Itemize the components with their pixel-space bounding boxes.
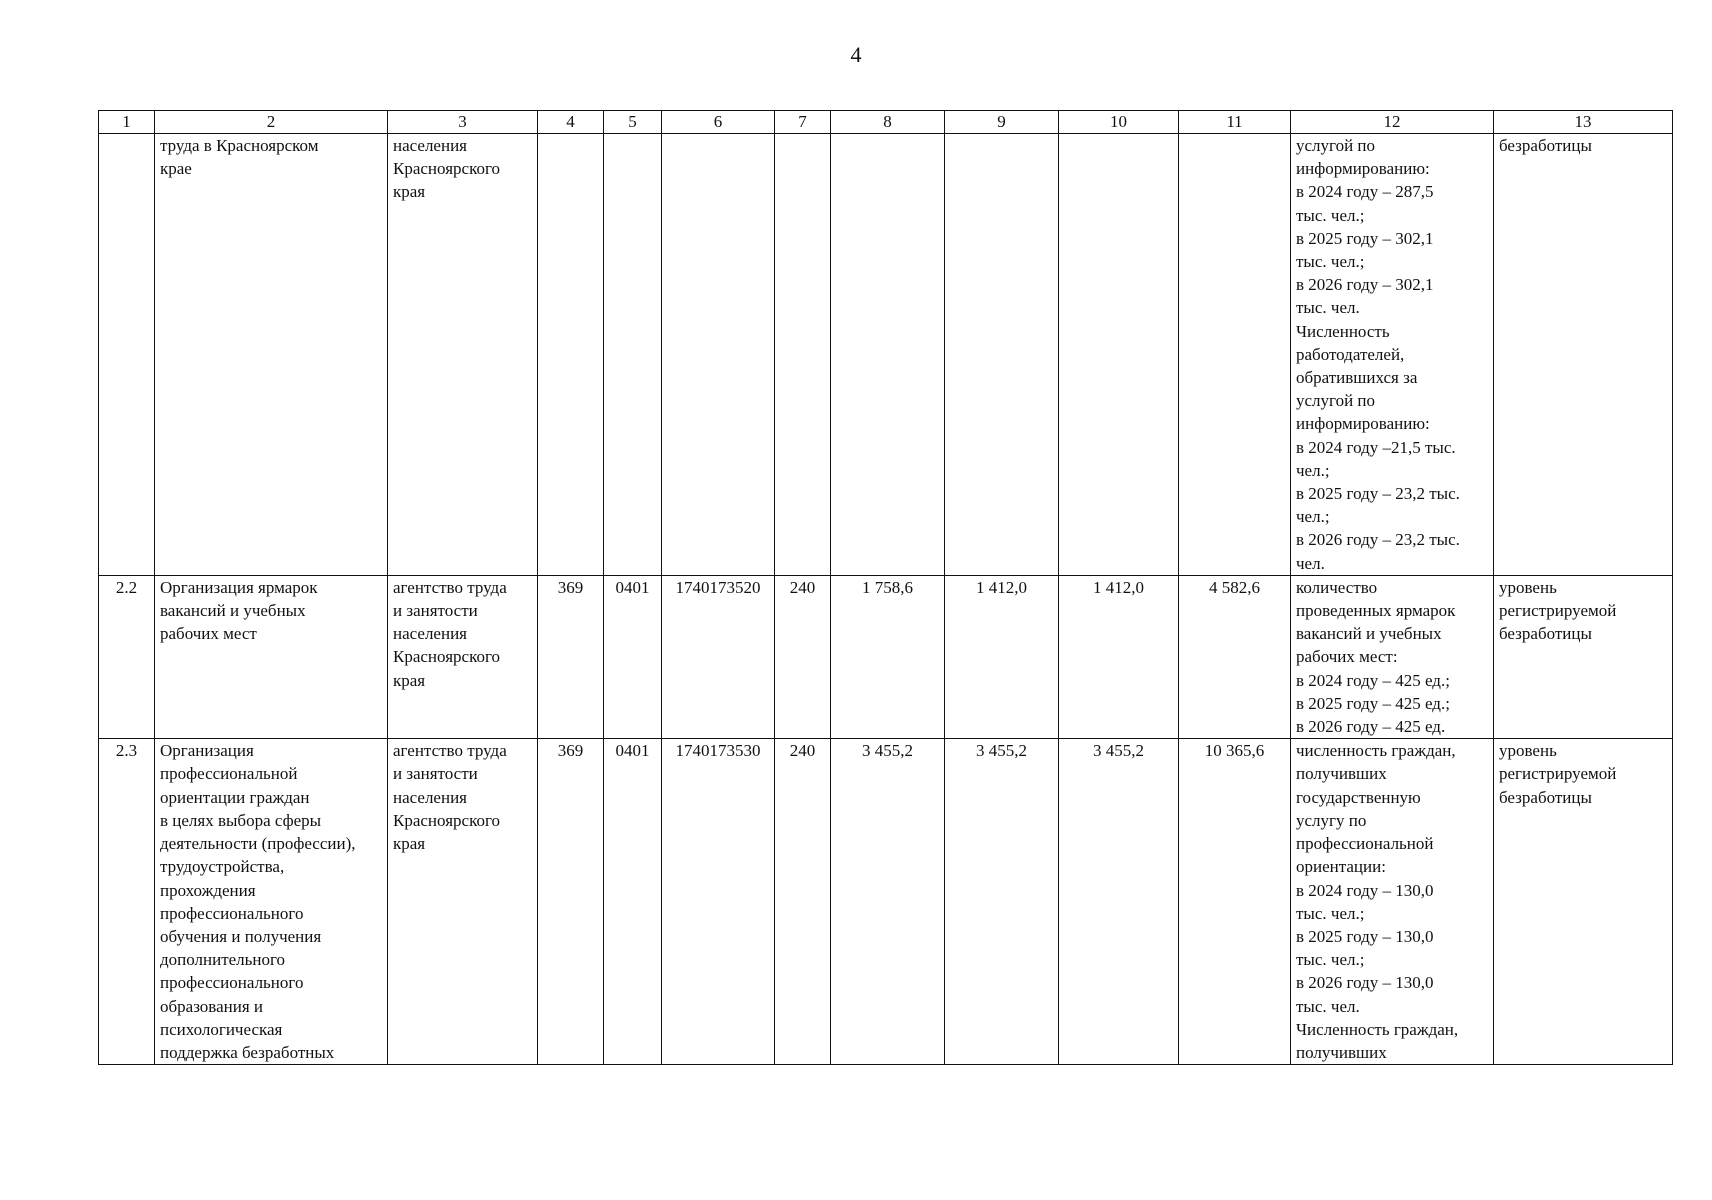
column-number: 13 xyxy=(1494,111,1673,134)
vr-code-cell xyxy=(775,134,831,576)
table-row xyxy=(99,134,1673,576)
expected-result-cell: количество проведенных ярмарок вакансий и учебных рабочих мест: в 2024 году – 425 ед.; в 2025 году – 425 ед.; в 2026 году – 425 ед. xyxy=(1291,575,1494,738)
row-number-cell xyxy=(99,134,155,576)
amount-2025-cell xyxy=(945,134,1059,576)
amount-total-cell xyxy=(1179,134,1291,576)
amount-2026-cell: 1 412,0 xyxy=(1059,575,1179,738)
column-number: 3 xyxy=(388,111,538,134)
column-number: 8 xyxy=(831,111,945,134)
amount-2024-cell: 1 758,6 xyxy=(831,575,945,738)
grbs-code-cell: 369 xyxy=(538,575,604,738)
table-row xyxy=(99,575,1673,738)
vr-code-cell: 240 xyxy=(775,739,831,1065)
indicator-cell: безработицы xyxy=(1494,134,1673,576)
page-number: 4 xyxy=(850,42,862,67)
csr-code-cell: 1740173520 xyxy=(662,575,775,738)
csr-code-cell xyxy=(662,134,775,576)
amount-2024-cell: 3 455,2 xyxy=(831,739,945,1065)
table-row xyxy=(99,739,1673,1065)
expected-result-cell: численность граждан, получивших государственную услугу по профессиональной ориентации: в 2024 году – 130,0 тыс. чел.; в 2025 году – 130,0 тыс. чел.; в 2026 году – 130,0 тыс. чел. Численность граждан, получивших xyxy=(1291,739,1494,1065)
column-number: 10 xyxy=(1059,111,1179,134)
column-number: 1 xyxy=(99,111,155,134)
column-number: 4 xyxy=(538,111,604,134)
activity-name-cell: Организация ярмарок вакансий и учебных рабочих мест xyxy=(155,575,388,738)
column-number: 7 xyxy=(775,111,831,134)
responsible-cell: агентство труда и занятости населения Красноярского края xyxy=(388,575,538,738)
amount-2026-cell: 3 455,2 xyxy=(1059,739,1179,1065)
column-number: 5 xyxy=(604,111,662,134)
vr-code-cell: 240 xyxy=(775,575,831,738)
csr-code-cell: 1740173530 xyxy=(662,739,775,1065)
rzpr-code-cell xyxy=(604,134,662,576)
indicator-cell: уровень регистрируемой безработицы xyxy=(1494,739,1673,1065)
column-number: 11 xyxy=(1179,111,1291,134)
program-activities-table xyxy=(98,110,1673,1065)
responsible-cell: населения Красноярского края xyxy=(388,134,538,576)
row-number-cell: 2.2 xyxy=(99,575,155,738)
column-number: 2 xyxy=(155,111,388,134)
column-number: 6 xyxy=(662,111,775,134)
expected-result-cell: услугой по информированию: в 2024 году – 287,5 тыс. чел.; в 2025 году – 302,1 тыс. чел.; в 2026 году – 302,1 тыс. чел. Численность работодателей, обратившихся за услугой по информированию: в 2024 году –21,5 тыс. чел.; в 2025 году – 23,2 тыс. чел.; в 2026 году – 23,2 тыс. чел. xyxy=(1291,134,1494,576)
rzpr-code-cell: 0401 xyxy=(604,739,662,1065)
activity-name-cell: Организация профессиональной ориентации граждан в целях выбора сферы деятельности (профессии), трудоустройства, прохождения профессионального обучения и получения дополнительного профессионального образования и психологическая поддержка безработных xyxy=(155,739,388,1065)
responsible-cell: агентство труда и занятости населения Красноярского края xyxy=(388,739,538,1065)
amount-2026-cell xyxy=(1059,134,1179,576)
row-number-cell: 2.3 xyxy=(99,739,155,1065)
amount-total-cell: 4 582,6 xyxy=(1179,575,1291,738)
table-header-row xyxy=(99,111,1673,134)
amount-2025-cell: 3 455,2 xyxy=(945,739,1059,1065)
grbs-code-cell: 369 xyxy=(538,739,604,1065)
column-number: 9 xyxy=(945,111,1059,134)
rzpr-code-cell: 0401 xyxy=(604,575,662,738)
amount-total-cell: 10 365,6 xyxy=(1179,739,1291,1065)
activity-name-cell: труда в Красноярском крае xyxy=(155,134,388,576)
indicator-cell: уровень регистрируемой безработицы xyxy=(1494,575,1673,738)
column-number: 12 xyxy=(1291,111,1494,134)
amount-2024-cell xyxy=(831,134,945,576)
grbs-code-cell xyxy=(538,134,604,576)
amount-2025-cell: 1 412,0 xyxy=(945,575,1059,738)
